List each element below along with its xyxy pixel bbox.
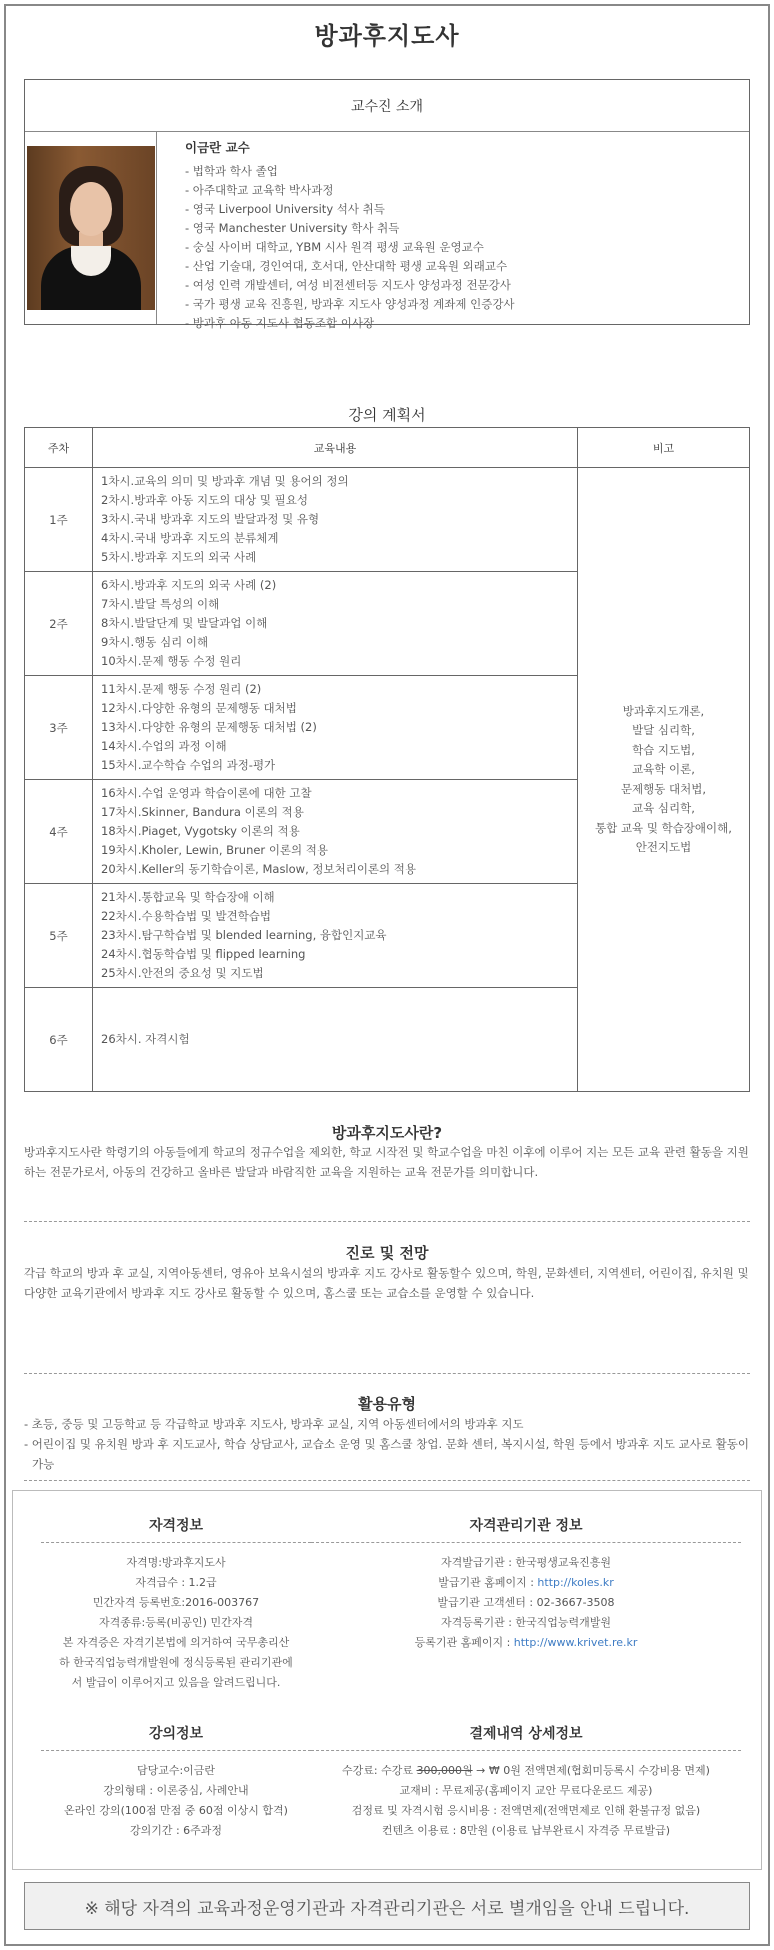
professor-name: 이금란 교수	[185, 140, 250, 155]
career-item: - 여성 인력 개발센터, 여성 비젼센터등 지도사 양성과정 전문강사	[185, 278, 511, 292]
registrar-link[interactable]: http://www.krivet.re.kr	[513, 1636, 638, 1649]
lesson-item: 6차시.방과후 지도의 외국 사례 (2)	[101, 578, 277, 592]
career-item: - 숭실 사이버 대학교, YBM 시사 원격 평생 교육원 운영교수	[185, 240, 484, 254]
table-row	[25, 468, 750, 572]
qualification-line: 민간자격 등록번호:2016-003767	[92, 1596, 260, 1609]
lecture-line: 강의형태 : 이론중심, 사례안내	[103, 1784, 249, 1797]
faculty-photo-cell	[25, 132, 157, 324]
homepage-label: 발급기관 홈페이지 :	[438, 1576, 538, 1589]
faculty-info	[185, 138, 745, 333]
lesson-item: 9차시.행동 심리 이해	[101, 635, 209, 649]
lesson-item: 17차시.Skinner, Bandura 이론의 적용	[101, 805, 304, 819]
lesson-item: 19차시.Kholer, Lewin, Bruner 이론의 적용	[101, 843, 329, 857]
lesson-item: 25차시.안전의 중요성 및 지도법	[101, 966, 264, 980]
agency-issuer: 자격발급기관 : 한국평생교육진흥원	[440, 1556, 612, 1569]
fee-prefix: 수강료: 수강료	[342, 1764, 417, 1777]
registrar-label: 등록기관 홈페이지 :	[414, 1636, 514, 1649]
agency-contact: 발급기관 고객센터 : 02-3667-3508	[437, 1596, 615, 1609]
col-header-week: 주차	[25, 428, 93, 468]
week-cell: 1주	[25, 468, 93, 572]
note-line: 교육 심리학,	[632, 801, 695, 815]
lesson-item: 10차시.문제 행동 수정 원리	[101, 654, 242, 668]
note-line: 통합 교육 및 학습장애이해,	[595, 820, 732, 835]
career-item: - 아주대학교 교육학 박사과정	[185, 183, 334, 197]
payment-line: 컨텐츠 이용료 : 8만원 (이용료 납부완료시 자격증 무료발급)	[381, 1824, 671, 1837]
week-cell: 2주	[25, 572, 93, 676]
week-cell: 5주	[25, 884, 93, 988]
career-list	[185, 162, 745, 333]
career-item: - 국가 평생 교육 진흥원, 방과후 지도사 양성과정 계좌제 인증강사	[185, 297, 515, 311]
divider	[24, 1373, 750, 1374]
agency-title: 자격관리기관 정보	[311, 1515, 741, 1543]
professor-photo	[27, 146, 155, 310]
qualification-line: 서 발급이 이루어지고 있음을 알려드립니다.	[71, 1676, 281, 1689]
payment-info	[311, 1723, 741, 1841]
agency-info	[311, 1515, 741, 1653]
lesson-item: 13차시.다양한 유형의 문제행동 대처법 (2)	[101, 720, 317, 734]
lesson-item: 7차시.발달 특성의 이해	[101, 597, 220, 611]
lesson-item: 23차시.탐구학습법 및 blended learning, 융합인지교육	[101, 928, 387, 942]
qualification-line: 자격명:방과후지도사	[126, 1556, 226, 1569]
payment-fee	[311, 1761, 741, 1781]
info-box	[12, 1490, 762, 1870]
career-item: - 산업 기술대, 경인여대, 호서대, 안산대학 평생 교육원 외래교수	[185, 259, 508, 273]
divider	[24, 1480, 750, 1481]
career-item: - 영국 Liverpool University 석사 취득	[185, 202, 385, 216]
notice-banner: ※ 해당 자격의 교육과정운영기관과 자격관리기관은 서로 별개임을 안내 드립니다.	[24, 1882, 750, 1930]
lesson-item: 1차시.교육의 의미 및 방과후 개념 및 용어의 정의	[101, 474, 349, 488]
payment-line: 검정료 및 자격시험 응시비용 : 전액면제(전액면제로 인해 환불규정 없음)	[351, 1804, 701, 1817]
career-path-title: 진로 및 전망	[345, 1244, 429, 1262]
about-title: 방과후지도사란?	[331, 1124, 443, 1142]
lesson-item: 21차시.통합교육 및 학습장애 이해	[101, 890, 275, 904]
content-cell	[93, 780, 578, 884]
qualification-line: 자격종류:등록(비공인) 민간자격	[99, 1616, 253, 1629]
lesson-item: 3차시.국내 방과후 지도의 발달과정 및 유형	[101, 512, 320, 526]
lesson-item: 14차시.수업의 과정 이해	[101, 739, 227, 753]
faculty-header: 교수진 소개	[25, 80, 749, 132]
note-line: 안전지도법	[635, 840, 692, 854]
lecture-info	[41, 1723, 311, 1841]
qualification-line: 하 한국직업능력개발원에 정식등록된 관리기관에	[59, 1656, 293, 1669]
career-item: - 방과후 아동 지도사 협동조합 이사장	[185, 316, 375, 330]
qualification-line: 자격급수 : 1.2급	[135, 1576, 217, 1589]
note-line: 발달 심리학,	[632, 723, 695, 737]
note-line: 문제행동 대처법,	[620, 781, 707, 796]
lesson-item: 8차시.발달단계 및 발달과업 이해	[101, 616, 268, 630]
lesson-item: 4차시.국내 방과후 지도의 분류체계	[101, 531, 279, 545]
week-cell: 4주	[25, 780, 93, 884]
usage-title: 활용유형	[358, 1395, 416, 1413]
content-cell	[93, 676, 578, 780]
about-text: 방과후지도사란 학령기의 아동들에게 학교의 정규수업을 제외한, 학교 시작전 및 학교수업을 마친 이후에 이루어 지는 모든 교육 관련 활동을 지원하는 전문가로서, 아동의 건강하고 올바른 발달과 바람직한 교육을 지원하는 교육 전문가를 의미합니다.	[24, 1145, 749, 1179]
qualification-info	[41, 1515, 311, 1693]
week-cell: 6주	[25, 988, 93, 1092]
lesson-item: 22차시.수용학습법 및 발견학습법	[101, 909, 272, 923]
page-title: 방과후지도사	[314, 22, 460, 50]
content-cell	[93, 884, 578, 988]
content-cell	[93, 468, 578, 572]
lesson-item: 26차시. 자격시험	[101, 1032, 190, 1046]
lecture-line: 강의기간 : 6주과정	[129, 1824, 223, 1837]
usage-list	[24, 1414, 750, 1474]
lesson-item: 20차시.Keller의 동기학습이론, Maslow, 정보처리이론의 적용	[101, 862, 417, 876]
note-line: 교육학 이론,	[632, 762, 695, 776]
lesson-item: 18차시.Piaget, Vygotsky 이론의 적용	[101, 824, 300, 838]
col-header-note: 비고	[578, 428, 750, 468]
homepage-link[interactable]: http://koles.kr	[537, 1576, 614, 1589]
content-cell	[93, 572, 578, 676]
lesson-item: 12차시.다양한 유형의 문제행동 대처법	[101, 701, 297, 715]
lesson-item: 11차시.문제 행동 수정 원리 (2)	[101, 682, 262, 696]
registrar-homepage	[311, 1633, 741, 1653]
faculty-box	[24, 79, 750, 330]
note-cell	[578, 468, 750, 1092]
lecture-line: 온라인 강의(100점 만점 중 60점 이상시 합격)	[64, 1804, 288, 1817]
career-item: - 영국 Manchester University 학사 취득	[185, 221, 400, 235]
col-header-content: 교육내용	[93, 428, 578, 468]
qualification-line: 본 자격증은 자격기본법에 의거하여 국무총리산	[62, 1636, 290, 1649]
lecture-title: 강의정보	[41, 1723, 311, 1751]
agency-homepage	[311, 1573, 741, 1593]
lesson-item: 16차시.수업 운영과 학습이론에 대한 고찰	[101, 786, 312, 800]
lesson-item: 2차시.방과후 아동 지도의 대상 및 필요성	[101, 493, 308, 507]
lesson-item: 24차시.협동학습법 및 flipped learning	[101, 947, 306, 961]
usage-item: - 초등, 중등 및 고등학교 등 각급학교 방과후 지도사, 방과후 교실, 지역 아동센터에서의 방과후 지도	[24, 1417, 524, 1431]
career-path-text: 각급 학교의 방과 후 교실, 지역아동센터, 영유아 보육시설의 방과후 지도 강사로 활동할수 있으며, 학원, 문화센터, 지역센터, 어린이집, 유치원 및 다양한 교육기관에서 방과후 지도 강사로 활동할 수 있으며, 홈스쿨 또는 교습소를 운영할 수 있습니다.	[24, 1266, 749, 1300]
lesson-item: 5차시.방과후 지도의 외국 사례	[101, 550, 257, 564]
fee-old: 300,000원	[416, 1764, 473, 1777]
career-item: - 법학과 학사 졸업	[185, 164, 278, 178]
plan-title: 강의 계획서	[348, 406, 426, 424]
agency-registrar: 자격등록기관 : 한국직업능력개발원	[440, 1616, 612, 1629]
week-cell: 3주	[25, 676, 93, 780]
lecture-plan-table	[24, 427, 750, 1092]
lecture-line: 담당교수:이금란	[136, 1764, 216, 1777]
divider	[24, 1221, 750, 1222]
content-cell	[93, 988, 578, 1092]
fee-suffix: → ₩ 0원 전액면제(협회미등록시 수강비용 면제)	[472, 1764, 710, 1777]
lesson-item: 15차시.교수학습 수업의 과정-평가	[101, 758, 276, 772]
qualification-title: 자격정보	[41, 1515, 311, 1543]
note-line: 학습 지도법,	[632, 742, 695, 757]
payment-title: 결제내역 상세정보	[311, 1723, 741, 1751]
payment-line: 교재비 : 무료제공(홈페이지 교안 무료다운로드 제공)	[399, 1784, 653, 1797]
note-line: 방과후지도개론,	[622, 703, 705, 718]
usage-item: - 어린이집 및 유치원 방과 후 지도교사, 학습 상담교사, 교습소 운영 및 홈스쿨 창업. 문화 센터, 복지시설, 학원 등에서 방과후 지도 교사로 활동이 가능	[24, 1437, 749, 1471]
